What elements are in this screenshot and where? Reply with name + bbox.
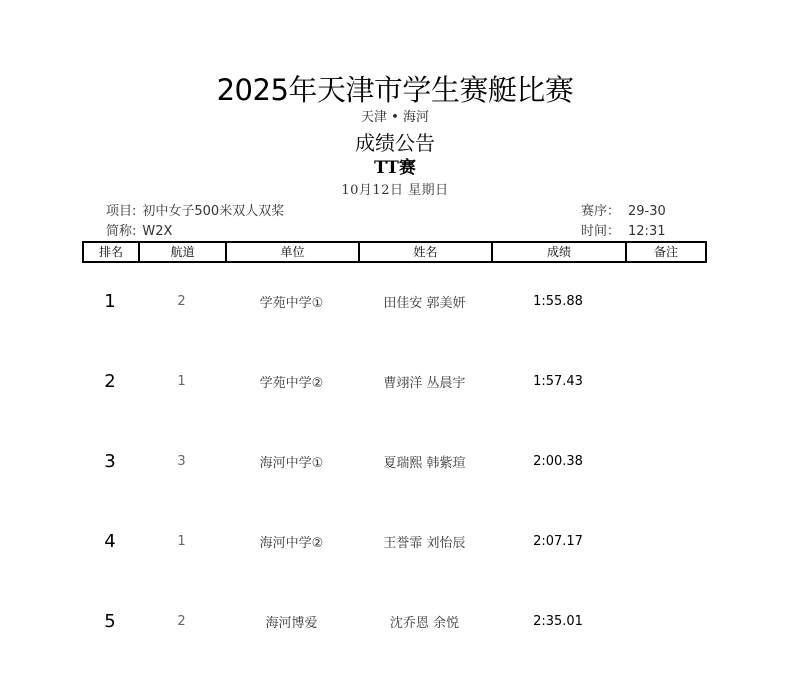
race-time-info (581, 224, 665, 240)
column-header-unit: 单位 (227, 243, 360, 261)
race-time-label: 时间： (581, 224, 621, 239)
lane-cell: 2 (177, 613, 186, 629)
venue-label: 天津 • 海河 (361, 110, 429, 125)
race-time-value: 12:31 (628, 224, 666, 239)
round-label: TT赛 (374, 158, 416, 178)
lane-cell: 1 (177, 533, 186, 549)
rank-cell: 1 (104, 290, 116, 312)
result-cell: 2:00.38 (533, 453, 583, 469)
names-cell: 夏瑞熙 韩紫瑄 (383, 455, 466, 471)
names-cell: 沈乔恩 余悦 (389, 615, 460, 631)
table-row (82, 526, 707, 556)
column-header-note: 备注 (653, 245, 678, 259)
short-name-info (106, 224, 172, 240)
result-cell: 2:07.17 (533, 533, 583, 549)
names-cell: 王誉霏 刘怡辰 (383, 535, 466, 551)
result-cell: 2:35.01 (533, 613, 583, 629)
rank-cell: 3 (104, 450, 116, 472)
table-row (82, 446, 707, 476)
unit-cell: 学苑中学② (259, 375, 324, 391)
rank-cell: 2 (104, 370, 116, 392)
event-info (106, 204, 284, 220)
short-name-label: 简称: (106, 224, 137, 239)
result-cell: 1:57.43 (533, 373, 583, 389)
race-sequence-info (581, 204, 666, 220)
result-cell: 1:55.88 (533, 293, 583, 309)
rank-cell: 4 (104, 530, 116, 552)
race-sequence-value: 29-30 (628, 204, 666, 219)
results-table-header (82, 241, 707, 263)
table-row (82, 606, 707, 636)
race-sequence-label: 赛序： (581, 204, 621, 219)
names-cell: 田佳安 郭美妍 (383, 295, 466, 311)
results-announcement-heading: 成绩公告 (355, 131, 435, 155)
column-header-result: 成绩 (493, 243, 627, 261)
page-title: 2025年天津市学生赛艇比赛 (216, 73, 574, 107)
table-row (82, 366, 707, 396)
unit-cell: 海河中学② (259, 535, 324, 551)
lane-cell: 3 (177, 453, 186, 469)
column-header-lane: 航道 (140, 243, 227, 261)
column-header-rank: 排名 (84, 243, 140, 261)
date-label: 10月12日 星期日 (341, 183, 449, 198)
unit-cell: 海河博爱 (265, 615, 318, 631)
event-label: 项目: (106, 204, 137, 219)
table-row (82, 286, 707, 316)
unit-cell: 海河中学① (259, 455, 324, 471)
short-name-value: W2X (142, 224, 173, 239)
event-value: 初中女子500米双人双桨 (142, 204, 285, 219)
lane-cell: 2 (177, 293, 186, 309)
names-cell: 曹翊洋 丛晨宇 (383, 375, 466, 391)
column-header-name: 姓名 (360, 243, 493, 261)
unit-cell: 学苑中学① (259, 295, 324, 311)
rank-cell: 5 (104, 610, 116, 632)
lane-cell: 1 (177, 373, 186, 389)
